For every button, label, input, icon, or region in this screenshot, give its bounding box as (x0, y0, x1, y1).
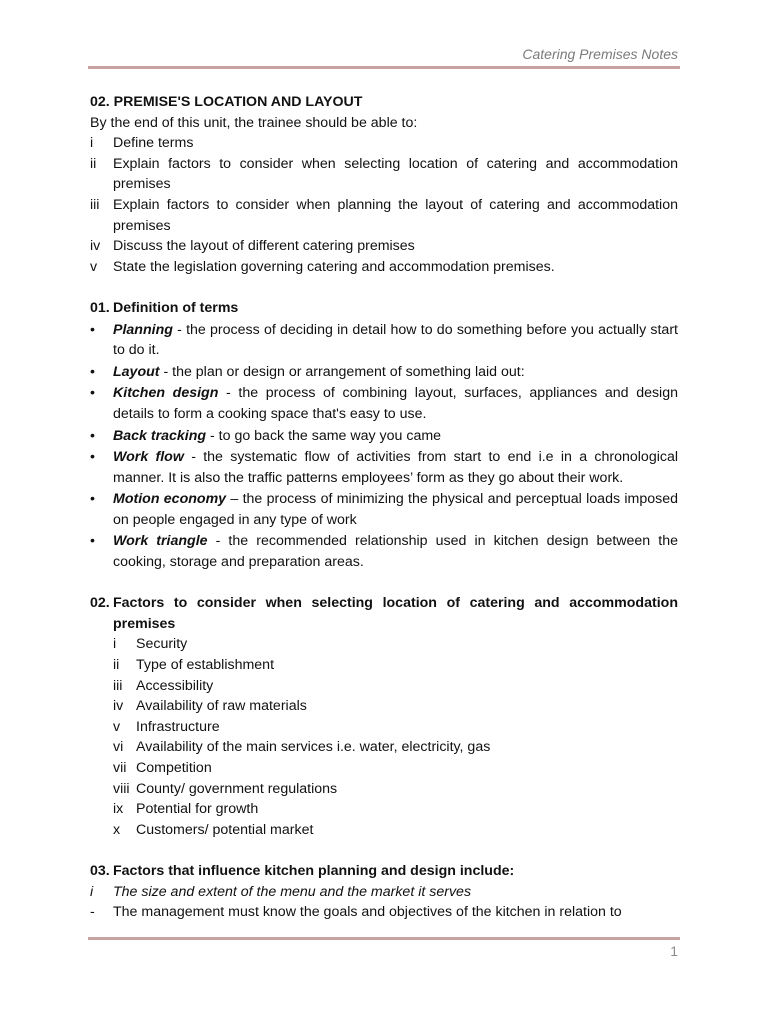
definitions-list (90, 320, 678, 573)
list-item (90, 737, 678, 758)
item-text: State the legislation governing catering and accommodation premises. (113, 258, 555, 275)
bullet-icon: • (90, 533, 95, 550)
definition-text: - the systematic flow of activities from start to end i.e in a chronological manner. It is also the traffic patterns employees’ form as they go about their work. (113, 449, 679, 486)
item-text: Discuss the layout of different catering premises (113, 238, 415, 255)
page-number: 1 (670, 943, 678, 959)
item-text: Availability of raw materials (136, 698, 307, 715)
item-number: x (113, 821, 121, 838)
definition-item (90, 426, 678, 447)
definition-term: Work triangle (113, 533, 208, 550)
page-content (90, 92, 678, 923)
item-number: v (90, 258, 98, 275)
definition-text: - to go back the same way you came (206, 427, 442, 444)
list-item (90, 655, 678, 676)
section-heading-definitions (90, 298, 678, 319)
list-item (90, 799, 678, 820)
item-text: Customers/ potential market (136, 821, 314, 838)
list-item (90, 758, 678, 779)
definition-item (90, 362, 678, 383)
list-item (90, 154, 678, 195)
item-text: Availability of the main services i.e. water, electricity, gas (136, 739, 491, 756)
list-item (90, 676, 678, 697)
spacer (90, 840, 678, 861)
item-number: iv (113, 698, 124, 715)
item-number: iii (90, 196, 100, 213)
unit-title: 02. PREMISE'S LOCATION AND LAYOUT (90, 94, 363, 110)
item-number: viii (113, 780, 130, 797)
section-number: 01. (90, 299, 110, 316)
section-heading-location-factors (90, 593, 678, 634)
item-number: i (90, 883, 94, 900)
spacer (90, 277, 678, 298)
item-text: Explain factors to consider when planning the layout of catering and accommodation premises (113, 196, 678, 234)
bullet-icon: • (90, 449, 95, 466)
item-text: Potential for growth (136, 801, 259, 818)
item-number: vii (113, 760, 127, 776)
bullet-icon: • (90, 385, 95, 402)
bullet-icon: • (90, 363, 95, 380)
definition-text: - the recommended relationship used in kitchen design between the cooking, storage and preparation areas. (113, 533, 678, 571)
definition-item (90, 489, 678, 530)
section-number: 03. (90, 862, 110, 879)
list-item (90, 902, 678, 923)
item-text: County/ government regulations (136, 780, 338, 797)
item-text: Define terms (113, 135, 194, 152)
section-title: Definition of terms (113, 299, 239, 316)
item-text: Infrastructure (136, 718, 220, 735)
bullet-icon: • (90, 321, 95, 338)
section-title: Factors to consider when selecting location of catering and accommodation premises (113, 595, 678, 632)
item-number: i (113, 636, 117, 653)
list-item (90, 882, 678, 903)
definition-term: Work flow (113, 449, 184, 466)
definition-term: Kitchen design (113, 385, 219, 402)
item-text: The management must know the goals and objectives of the kitchen in relation to (113, 904, 622, 921)
section-heading-kitchen-factors (90, 861, 678, 882)
item-number: ix (113, 801, 124, 818)
list-item (90, 779, 678, 800)
location-factors-list (90, 634, 678, 840)
header-rule (88, 66, 680, 69)
list-item (90, 195, 678, 236)
definition-item (90, 447, 678, 488)
list-item (90, 133, 678, 154)
bullet-icon: • (90, 491, 95, 508)
item-text: Accessibility (136, 677, 214, 694)
definition-item (90, 531, 678, 572)
definition-text: – the process of minimizing the physical and perceptual loads imposed on people engaged in any type of work (113, 491, 678, 528)
definition-text: - the process of deciding in detail how to do something before you actually start to do it. (113, 321, 678, 359)
list-item (90, 717, 678, 738)
item-text: The size and extent of the menu and the market it serves (113, 883, 472, 900)
running-header: Catering Premises Notes (522, 46, 678, 62)
item-text: Type of establishment (136, 657, 275, 674)
section-number: 02. (90, 595, 110, 612)
definition-term: Planning (113, 321, 173, 338)
list-item (90, 236, 678, 257)
footer-rule (88, 937, 680, 940)
definition-item (90, 320, 678, 361)
item-number: i (90, 135, 94, 152)
item-number: iii (113, 677, 123, 694)
definition-term: Layout (113, 363, 160, 380)
item-number: ii (113, 657, 120, 674)
unit-intro: By the end of this unit, the trainee should be able to: (90, 114, 418, 131)
definition-text: - the plan or design or arrangement of something laid out: (159, 363, 525, 380)
item-number: iv (90, 238, 101, 255)
item-number: ii (90, 155, 97, 172)
list-item (90, 634, 678, 655)
item-text: Security (136, 636, 188, 653)
item-text: Competition (136, 760, 212, 776)
list-item (90, 257, 678, 278)
definition-item (90, 383, 678, 424)
dash-icon: - (90, 904, 95, 921)
list-item (90, 820, 678, 841)
item-number: vi (113, 739, 124, 756)
section-title: Factors that influence kitchen planning and design include: (113, 862, 515, 879)
definition-term: Motion economy (113, 491, 227, 508)
item-text: Explain factors to consider when selecting location of catering and accommodation premises (113, 155, 678, 193)
item-number: v (113, 718, 121, 735)
bullet-icon: • (90, 427, 95, 444)
objectives-list (90, 133, 678, 277)
definition-text: - the process of combining layout, surfaces, appliances and design details to form a cooking space that's easy to use. (113, 385, 678, 422)
definition-term: Back tracking (113, 427, 207, 444)
list-item (90, 696, 678, 717)
spacer (90, 573, 678, 594)
